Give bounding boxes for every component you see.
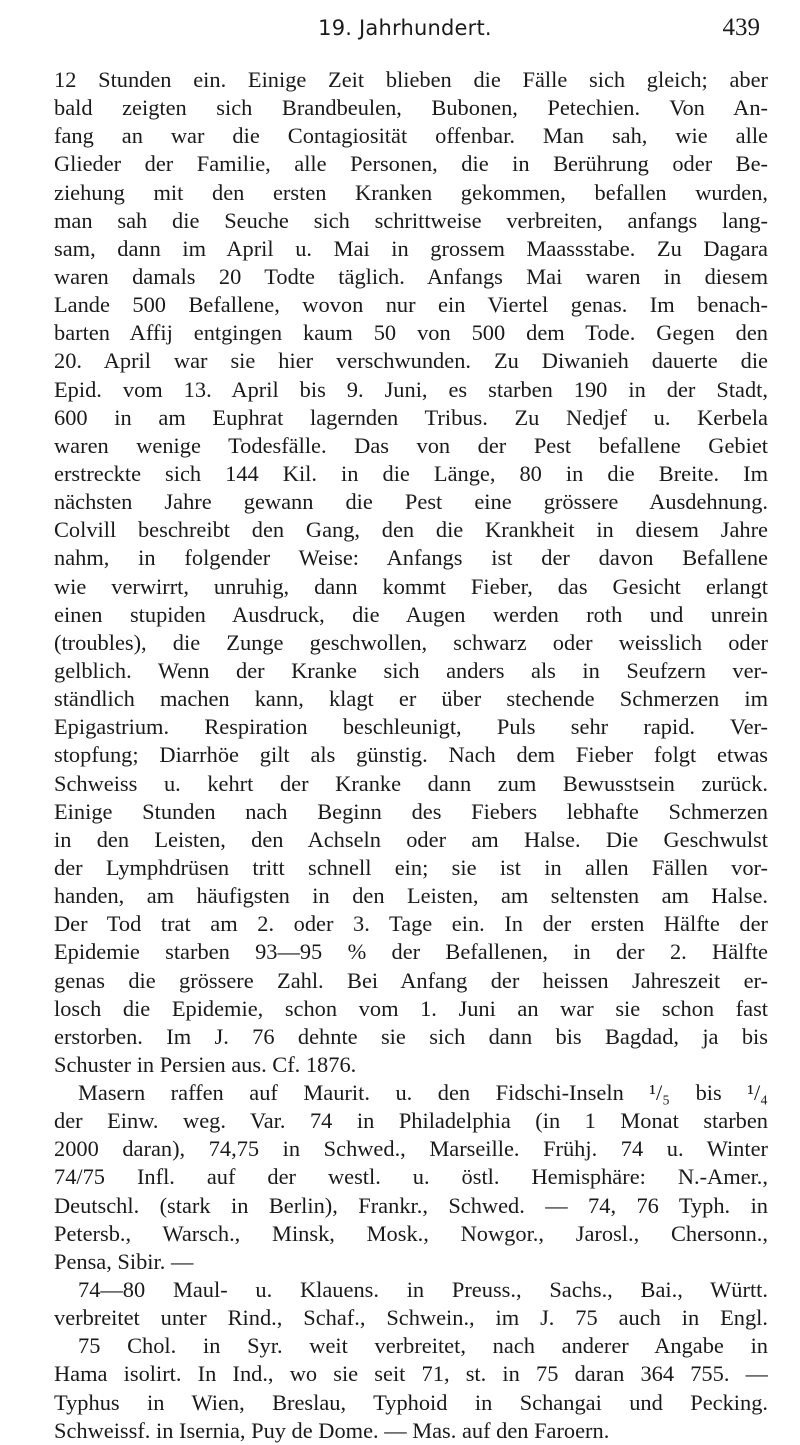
- text-line: waren damals 20 Todte täglich. Anfangs Mai waren in diesem: [54, 263, 768, 289]
- text-line: Einige Stunden nach Beginn des Fiebers lebhafte Schmerzen: [54, 798, 768, 824]
- text-line: Petersb., Warsch., Minsk, Mosk., Nowgor., Jarosl., Chersonn.,: [54, 1220, 768, 1246]
- text-line: stopfung; Diarrhöe gilt als günstig. Nach dem Fieber folgt etwas: [54, 742, 768, 768]
- text-line: in den Leisten, den Achseln oder am Halse. Die Geschwulst: [54, 826, 768, 852]
- text-line: Glieder der Familie, alle Personen, die in Berührung oder Be-: [54, 151, 768, 177]
- text-line: Epid. vom 13. April bis 9. Juni, es starben 190 in der Stadt,: [54, 376, 768, 402]
- text-line: verbreitet unter Rind., Schaf., Schwein., im J. 75 auch in Engl.: [54, 1305, 768, 1331]
- text-line: (troubles), die Zunge geschwollen, schwarz oder weisslich oder: [54, 629, 768, 655]
- text-line: barten Affij entgingen kaum 50 von 500 dem Tode. Gegen den: [54, 320, 768, 346]
- text-line: Epidemie starben 93—95 % der Befallenen, in der 2. Hälfte: [54, 939, 768, 965]
- text-line: 2000 daran), 74,75 in Schwed., Marseille. Frühj. 74 u. Winter: [54, 1136, 768, 1162]
- text-line: sam, dann im April u. Mai in grossem Maassstabe. Zu Dagara: [54, 235, 768, 261]
- text-line: Lande 500 Befallene, wovon nur ein Viertel genas. Im benach-: [54, 292, 768, 318]
- text-line: nächsten Jahre gewann die Pest eine grössere Ausdehnung.: [54, 489, 768, 515]
- page-header: [50, 14, 760, 44]
- text-line: Schuster in Persien aus. Cf. 1876.: [54, 1051, 357, 1077]
- text-line: 75 Chol. in Syr. weit verbreitet, nach anderer Angabe in: [78, 1333, 768, 1359]
- text-line: handen, am häufigsten in den Leisten, am seltensten am Halse.: [54, 883, 768, 909]
- text-line: der Einw. weg. Var. 74 in Philadelphia (in 1 Monat starben: [54, 1108, 768, 1134]
- text-line: Hama isolirt. In Ind., wo sie seit 71, st. in 75 daran 364 755. —: [54, 1361, 768, 1387]
- text-line: Pensa, Sibir. —: [54, 1248, 194, 1274]
- text-line: waren wenige Todesfälle. Das von der Pest befallene Gebiet: [54, 432, 768, 458]
- text-line: der Lymphdrüsen tritt schnell ein; sie ist in allen Fällen vor-: [54, 854, 768, 880]
- text-line: gelblich. Wenn der Kranke sich anders als in Seufzern ver-: [54, 657, 768, 683]
- text-line: bald zeigten sich Brandbeulen, Bubonen, Petechien. Von An-: [54, 95, 768, 121]
- text-line: ständlich machen kann, klagt er über stechende Schmerzen im: [54, 686, 768, 712]
- text-line: 12 Stunden ein. Einige Zeit blieben die Fälle sich gleich; aber: [54, 67, 768, 92]
- text-line: 600 in am Euphrat lagernden Tribus. Zu Nedjef u. Kerbela: [54, 404, 768, 430]
- text-line: Colvill beschreibt den Gang, den die Krankheit in diesem Jahre: [54, 517, 768, 543]
- text-line: losch die Epidemie, schon vom 1. Juni an war sie schon fast: [54, 995, 768, 1021]
- text-line: 74/75 Infl. auf der westl. u. östl. Hemisphäre: N.-Amer.,: [54, 1164, 768, 1190]
- body-text: [54, 66, 768, 1445]
- text-line: man sah die Seuche sich schrittweise verbreiten, anfangs lang-: [54, 207, 768, 233]
- text-line: 20. April war sie hier verschwunden. Zu Diwanieh dauerte die: [54, 348, 768, 374]
- text-line: Epigastrium. Respiration beschleunigt, Puls sehr rapid. Ver-: [54, 714, 768, 740]
- text-line: Schweiss u. kehrt der Kranke dann zum Bewusstsein zurück.: [54, 770, 768, 796]
- text-line: Schweissf. in Isernia, Puy de Dome. — Mas. auf den Faroern.: [54, 1417, 610, 1443]
- text-line: fang an war die Contagiosität offenbar. Man sah, wie alle: [54, 123, 768, 149]
- text-line: ziehung mit den ersten Kranken gekommen, befallen wurden,: [54, 179, 768, 205]
- text-line: nahm, in folgender Weise: Anfangs ist der davon Befallene: [54, 545, 768, 571]
- text-line: einen stupiden Ausdruck, die Augen werden roth und unrein: [54, 601, 768, 627]
- text-line: genas die grössere Zahl. Bei Anfang der heissen Jahreszeit er-: [54, 967, 768, 993]
- text-line: erstreckte sich 144 Kil. in die Länge, 80 in die Breite. Im: [54, 460, 768, 486]
- text-line: Der Tod trat am 2. oder 3. Tage ein. In der ersten Hälfte der: [54, 911, 768, 937]
- text-line: Masern raffen auf Maurit. u. den Fidschi-Inseln ¹/₅ bis ¹/₄: [78, 1080, 768, 1106]
- text-line: erstorben. Im J. 76 dehnte sie sich dann bis Bagdad, ja bis: [54, 1023, 768, 1049]
- text-line: 74—80 Maul- u. Klauens. in Preuss., Sachs., Bai., Württ.: [78, 1277, 768, 1303]
- text-line: wie verwirrt, unruhig, dann kommt Fieber, das Gesicht erlangt: [54, 573, 768, 599]
- text-line: Deutschl. (stark in Berlin), Frankr., Schwed. — 74, 76 Typh. in: [54, 1192, 768, 1218]
- text-line: Typhus in Wien, Breslau, Typhoid in Schangai und Pecking.: [54, 1389, 768, 1415]
- page-number: 439: [722, 14, 760, 41]
- running-head: 19. Jahrhundert.: [318, 16, 492, 40]
